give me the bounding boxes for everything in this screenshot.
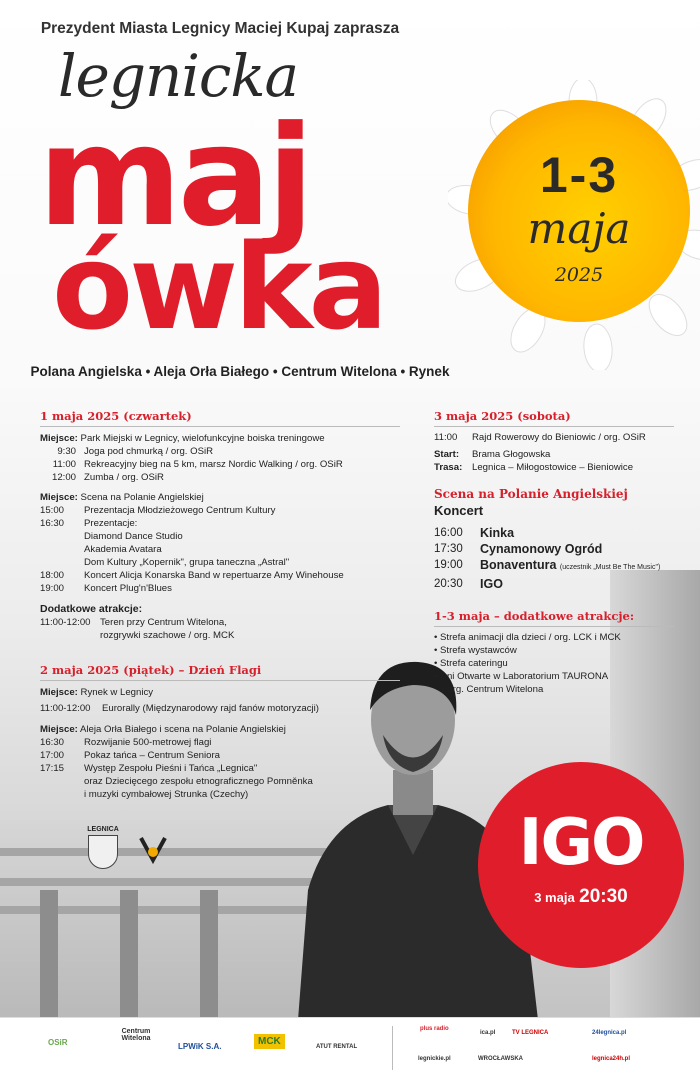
tv-legnica-logo: TV LEGNICA bbox=[512, 1030, 549, 1036]
time: 19:00 bbox=[434, 559, 463, 571]
ica-logo: ica.pl bbox=[480, 1030, 496, 1036]
time: 15:00 bbox=[40, 505, 65, 516]
place-label: Miejsce: bbox=[40, 724, 78, 735]
time: 9:30 bbox=[57, 446, 76, 457]
place-name: Scena na Polanie Angielskiej bbox=[80, 492, 204, 503]
atut-rental-logo: ATUT RENTAL bbox=[316, 1044, 358, 1050]
date-month: maja bbox=[527, 204, 631, 253]
start-label: Start: bbox=[434, 449, 460, 460]
day2-section-aleja bbox=[40, 723, 400, 801]
event: Koncert Plug'n'Blues bbox=[84, 583, 172, 594]
artist: Bonaventura bbox=[480, 558, 557, 572]
time: 12:00 bbox=[51, 472, 76, 483]
schedule-row bbox=[40, 458, 400, 471]
time: 20:30 bbox=[434, 578, 463, 590]
day3-heading: 3 maja 2025 (sobota) bbox=[434, 410, 674, 427]
day1-section-scena bbox=[40, 491, 400, 595]
igo-name: IGO bbox=[518, 806, 644, 880]
time: 11:00-12:00 bbox=[40, 617, 91, 628]
time: 16:30 bbox=[40, 737, 65, 748]
title-legnicka: legnicka bbox=[58, 42, 299, 110]
koncert-heading: Koncert bbox=[434, 503, 484, 518]
osir-logo: OSiR bbox=[48, 1038, 68, 1047]
artist: Kinka bbox=[480, 526, 515, 540]
event-line: Diamond Dance Studio bbox=[84, 531, 183, 542]
event: Prezentacja Młodzieżowego Centrum Kultury bbox=[84, 505, 276, 516]
schedule-row bbox=[40, 445, 400, 458]
event: Rozwijanie 500-metrowej flagi bbox=[84, 737, 212, 748]
time: 19:00 bbox=[40, 583, 65, 594]
route-label: Trasa: bbox=[434, 462, 463, 473]
event: Eurorally (Międzynarodowy rajd fanów motoryzacji) bbox=[102, 703, 320, 714]
event: Rajd Rowerowy do Bieniowic / org. OSiR bbox=[472, 432, 646, 443]
schedule-row bbox=[40, 749, 400, 762]
start-value: Brama Głogowska bbox=[472, 449, 551, 460]
artist: Cynamonowy Ogród bbox=[480, 542, 603, 556]
route-row bbox=[434, 461, 674, 474]
event: Występ Zespołu Pieśni i Tańca „Legnica" bbox=[84, 763, 258, 774]
scena-heading: Scena na Polanie Angielskiej bbox=[434, 487, 628, 501]
list-item: • Dni Otwarte w Laboratorium TAURONA bbox=[434, 671, 609, 682]
legnica24h-logo: legnica24h.pl bbox=[592, 1056, 631, 1062]
day1-section-park bbox=[40, 432, 400, 484]
concert-row bbox=[434, 576, 674, 592]
artist-note: (uczestnik „Must Be The Music") bbox=[559, 564, 661, 571]
schedule-row bbox=[40, 762, 400, 801]
list-item: / org. Centrum Witelona bbox=[434, 684, 544, 695]
time: 16:00 bbox=[434, 527, 463, 539]
footer-divider bbox=[392, 1026, 393, 1070]
event: Zumba / org. OSiR bbox=[84, 472, 164, 483]
time: 18:00 bbox=[40, 570, 65, 581]
event-line: Akademia Avatara bbox=[84, 544, 162, 555]
place-name: Park Miejski w Legnicy, wielofunkcyjne boiska treningowe bbox=[80, 433, 325, 444]
event: Joga pod chmurką / org. OSiR bbox=[84, 446, 214, 457]
event: Prezentacje: bbox=[84, 518, 138, 529]
legnica-logo-text: LEGNICA bbox=[87, 826, 119, 833]
extras-heading: 1-3 maja – dodatkowe atrakcje: bbox=[434, 610, 674, 627]
crest-icon bbox=[88, 835, 118, 869]
time: 17:30 bbox=[434, 543, 463, 555]
extras-list bbox=[434, 631, 674, 696]
schedule-row bbox=[40, 616, 400, 642]
lpwik-logo: LPWiK S.A. bbox=[178, 1042, 222, 1051]
legnica-crest-logo bbox=[80, 826, 126, 869]
list-item: • Strefa cateringu bbox=[434, 658, 508, 669]
legnickie-logo: legnickie.pl bbox=[418, 1056, 451, 1062]
program-left-column bbox=[40, 410, 400, 801]
time: 11:00 bbox=[434, 432, 458, 443]
event: Rekreacyjny bieg na 5 km, marsz Nordic Walking / org. OSiR bbox=[84, 459, 343, 470]
date-year: 2025 bbox=[554, 264, 604, 286]
igo-date-day: 3 maja bbox=[534, 890, 575, 905]
list-item: • Strefa animacji dla dzieci / org. LCK i MCK bbox=[434, 632, 621, 643]
event-line: Dom Kultury „Kopernik", grupa taneczna „Astral" bbox=[84, 557, 290, 568]
24legnica-logo: 24legnica.pl bbox=[592, 1030, 627, 1036]
day1-extra-heading: Dodatkowe atrakcje: bbox=[40, 603, 143, 615]
schedule-row bbox=[40, 471, 400, 484]
concert-row bbox=[434, 525, 674, 541]
venues-line: Polana Angielska • Aleja Orła Białego • Centrum Witelona • Rynek bbox=[30, 364, 450, 379]
time: 11:00-12:00 bbox=[40, 703, 91, 714]
event-line: oraz Dziecięcego zespołu etnograficznego Pomněnka bbox=[84, 776, 313, 787]
day1-heading: 1 maja 2025 (czwartek) bbox=[40, 410, 400, 427]
event: Pokaz tańca – Centrum Seniora bbox=[84, 750, 220, 761]
schedule-row bbox=[40, 702, 400, 715]
igo-date-time: 20:30 bbox=[579, 886, 628, 907]
mck-logo bbox=[137, 830, 187, 870]
place-label: Miejsce: bbox=[40, 433, 78, 444]
time: 17:15 bbox=[40, 763, 65, 774]
route-value: Legnica – Miłogostowice – Bieniowice bbox=[472, 462, 634, 473]
place-label: Miejsce: bbox=[40, 687, 78, 698]
intro-text: Prezydent Miasta Legnicy Maciej Kupaj zaprasza bbox=[40, 20, 400, 37]
concert-row bbox=[434, 541, 674, 557]
schedule-row bbox=[40, 582, 400, 595]
time: 17:00 bbox=[40, 750, 65, 761]
date-badge bbox=[468, 100, 690, 322]
igo-badge bbox=[478, 762, 684, 968]
sponsors-footer bbox=[0, 1017, 700, 1077]
event-line: i muzyki cymbałowej Strunka (Czechy) bbox=[84, 789, 249, 800]
igo-date bbox=[478, 886, 684, 908]
time: 16:30 bbox=[40, 518, 65, 529]
start-row bbox=[434, 448, 674, 461]
mck-footer-logo: MCK bbox=[254, 1034, 285, 1049]
event-line: rozgrywki szachowe / org. MCK bbox=[100, 630, 235, 641]
schedule-row bbox=[40, 517, 400, 569]
time: 11:00 bbox=[52, 459, 76, 470]
event: Teren przy Centrum Witelona, bbox=[100, 617, 227, 628]
list-item: • Strefa wystawców bbox=[434, 645, 517, 656]
event: Koncert Alicja Konarska Band w repertuarze Amy Winehouse bbox=[84, 570, 344, 581]
program-right-column bbox=[434, 410, 674, 696]
centrum-witelona-logo: Centrum Witelona bbox=[121, 1028, 151, 1042]
wroclawska-logo: WROCŁAWSKA bbox=[478, 1056, 523, 1062]
place-name: Aleja Orła Białego i scena na Polanie Angielskiej bbox=[80, 724, 286, 735]
title-maj: maj bbox=[38, 96, 311, 257]
day2-heading: 2 maja 2025 (piątek) – Dzień Flagi bbox=[40, 664, 400, 681]
plus-radio-logo: plus radio bbox=[420, 1026, 449, 1032]
title-owka: ówka bbox=[52, 218, 385, 356]
schedule-row bbox=[434, 431, 674, 444]
date-range: 1-3 bbox=[539, 147, 619, 203]
schedule-row bbox=[40, 569, 400, 582]
schedule-row bbox=[40, 504, 400, 517]
place-label: Miejsce: bbox=[40, 492, 78, 503]
place-name: Rynek w Legnicy bbox=[80, 687, 154, 698]
concert-row bbox=[434, 557, 674, 576]
schedule-row bbox=[40, 736, 400, 749]
artist: IGO bbox=[480, 577, 503, 591]
day2-section-rynek bbox=[40, 686, 400, 715]
